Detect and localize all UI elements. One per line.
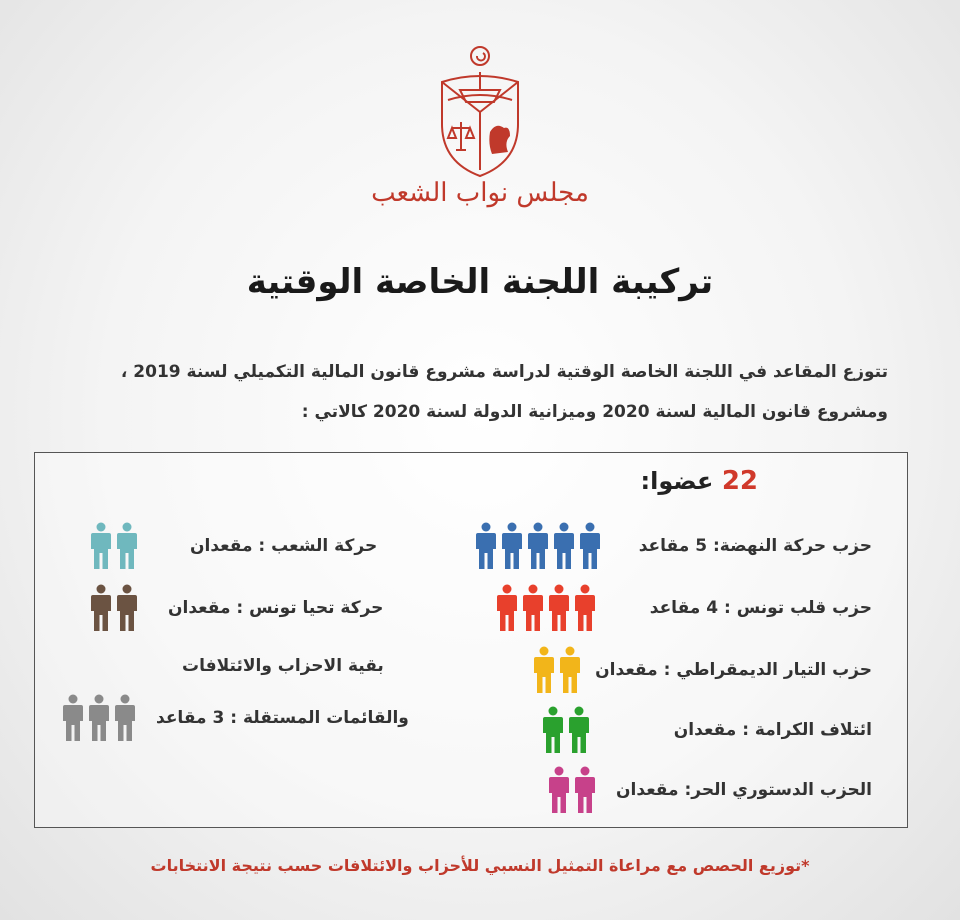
person-icon — [496, 584, 518, 632]
person-icon — [501, 522, 523, 570]
seat-icons — [548, 766, 596, 814]
person-icon — [553, 522, 575, 570]
person-icon — [475, 522, 497, 570]
total-members — [641, 466, 758, 496]
intro-line-1: تتوزع المقاعد في اللجنة الخاصة الوقتية لدراسة مشروع قانون المالية التكميلي لسنة 2019 ، — [120, 362, 888, 382]
party-row-chaab — [90, 522, 377, 570]
seat-icons — [90, 584, 138, 632]
seat-icons — [90, 522, 138, 570]
party-row-qalb-tounes — [496, 584, 872, 632]
seat-icons — [533, 646, 581, 694]
person-icon — [574, 766, 596, 814]
tunisia-coat-of-arms-emblem — [430, 42, 530, 182]
party-label: بقية الاحزاب والائتلافات — [182, 656, 384, 676]
person-icon — [116, 522, 138, 570]
seat-icons — [496, 584, 596, 632]
person-icon — [548, 766, 570, 814]
party-row-tahya-tounes — [90, 584, 383, 632]
party-row-others — [62, 694, 409, 742]
party-label: الحزب الدستوري الحر: مقعدان — [616, 780, 872, 800]
party-label: حزب قلب تونس : 4 مقاعد — [649, 598, 872, 618]
person-icon — [579, 522, 601, 570]
party-label: حزب حركة النهضة: 5 مقاعد — [638, 536, 872, 556]
person-icon — [548, 584, 570, 632]
party-row-nahdha — [475, 522, 872, 570]
party-label: حزب التيار الديمقراطي : مقعدان — [595, 660, 872, 680]
person-icon — [542, 706, 564, 754]
page-title: تركيبة اللجنة الخاصة الوقتية — [246, 262, 714, 302]
seat-icons — [542, 706, 590, 754]
person-icon — [522, 584, 544, 632]
intro-text — [68, 352, 888, 432]
person-icon — [90, 522, 112, 570]
party-label: حركة تحيا تونس : مقعدان — [168, 598, 384, 618]
person-icon — [533, 646, 555, 694]
person-icon — [116, 584, 138, 632]
party-row-karama — [542, 706, 872, 754]
total-label: عضوا: — [640, 467, 714, 495]
person-icon — [568, 706, 590, 754]
person-icon — [574, 584, 596, 632]
total-number: 22 — [721, 466, 758, 496]
party-label: حركة الشعب : مقعدان — [190, 536, 378, 556]
party-label: والقائمات المستقلة : 3 مقاعد — [156, 708, 409, 728]
person-icon — [62, 694, 84, 742]
person-icon — [559, 646, 581, 694]
person-icon — [527, 522, 549, 570]
seat-icons — [62, 694, 136, 742]
person-icon — [114, 694, 136, 742]
party-row-destourien-libre — [548, 766, 872, 814]
intro-line-2: ومشروع قانون المالية لسنة 2020 وميزانية الدولة لسنة 2020 كالاتي : — [301, 402, 888, 422]
party-row-attayar — [533, 646, 872, 694]
party-row-others-line1 — [182, 656, 384, 676]
party-label: ائتلاف الكرامة : مقعدان — [673, 720, 872, 740]
footnote: *توزيع الحصص مع مراعاة التمثيل النسبي للأحزاب والائتلافات حسب نتيجة الانتخابات — [150, 856, 810, 875]
person-icon — [88, 694, 110, 742]
seat-icons — [475, 522, 601, 570]
person-icon — [90, 584, 112, 632]
assembly-name: مجلس نواب الشعب — [371, 178, 589, 208]
